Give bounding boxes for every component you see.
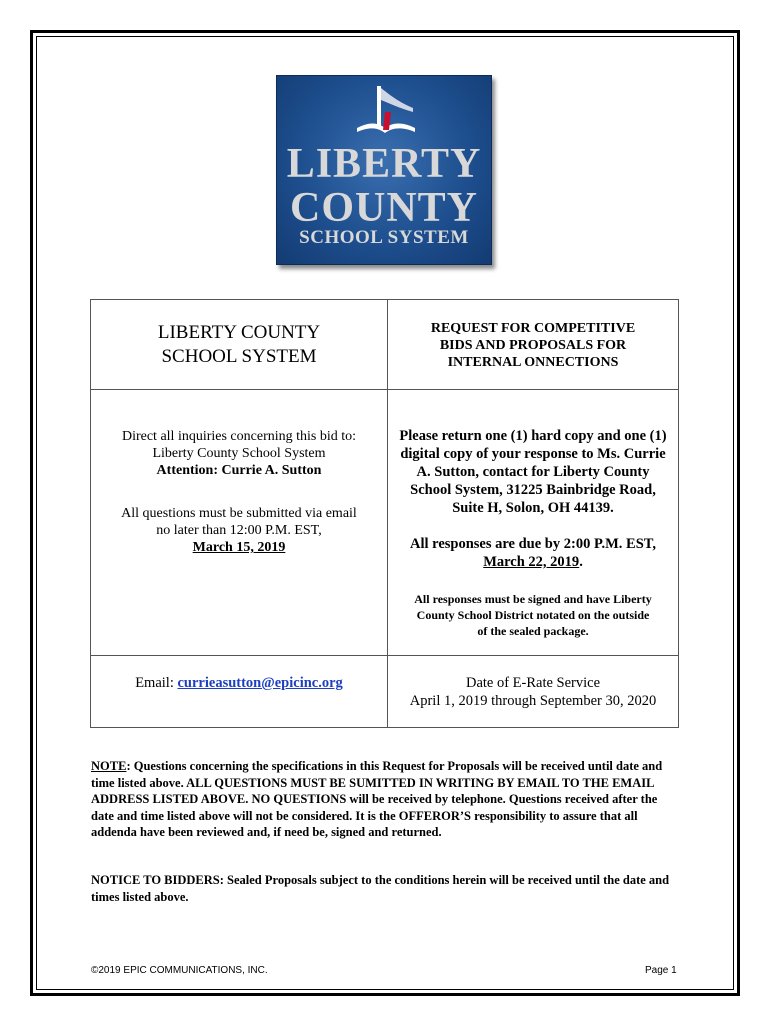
note-text: : Questions concerning the specifications in this Request for Proposals will be received until date and time listed above. ALL QUESTIONS MUST BE SUMITTED IN WRITING BY EMAIL TO THE EMAIL ADDRESS LISTED ABOVE. NO QUESTIONS will be received by telephone. Questions received after the date and time listed above will not be considered. It is the OFFEROR’S responsibility to assure that all addenda have been reviewed and, if need be, signed and returned. [91, 759, 663, 839]
footer-copyright: ©2019 EPIC COMMUNICATIONS, INC. [91, 965, 268, 976]
logo-line-liberty: LIBERTY [286, 141, 482, 187]
return-line5: Suite H, Solon, OH 44139. [452, 500, 614, 516]
return-line2: digital copy of your response to Ms. Currie [400, 446, 666, 462]
header-left-cell [91, 300, 388, 390]
footer-page-number: Page 1 [645, 965, 677, 976]
inquiries-line1: Direct all inquiries concerning this bid to: [121, 429, 357, 444]
signed-line3: of the sealed package. [477, 624, 589, 638]
rfp-title-line2: BIDS AND PROPOSALS FOR [439, 338, 627, 353]
rfp-title-line3: INTERNAL ONNECTIONS [447, 355, 619, 370]
liberty-county-logo [276, 75, 492, 265]
signed-line2: County School District notated on the outside [416, 608, 650, 622]
note-label: NOTE [91, 759, 127, 773]
header-right-cell [388, 300, 679, 390]
attention-line: Attention: Currie A. Sutton [156, 463, 322, 478]
org-name-line2: SCHOOL SYSTEM [161, 346, 317, 367]
inquiries-line2: Liberty County School System [152, 446, 326, 461]
service-cell [388, 656, 679, 728]
logo-line-school-system: SCHOOL SYSTEM [299, 227, 469, 248]
rfp-title-line1: REQUEST FOR COMPETITIVE [430, 321, 636, 336]
due-line: All responses are due by 2:00 P.M. EST, [410, 536, 656, 552]
logo-line-county: COUNTY [289, 185, 478, 231]
questions-deadline: March 15, 2019 [192, 540, 286, 555]
email-label: Email: [135, 675, 178, 691]
org-name-line1: LIBERTY COUNTY [157, 322, 321, 343]
service-range: April 1, 2019 through September 30, 2020 [409, 693, 657, 709]
inquiries-cell [91, 390, 388, 656]
notice-paragraph: NOTICE TO BIDDERS: Sealed Proposals subject to the conditions herein will be received until the date and times listed above. [91, 873, 670, 904]
signed-line1: All responses must be signed and have Liberty [414, 592, 652, 606]
questions-line2: no later than 12:00 P.M. EST, [156, 523, 322, 538]
email-cell [91, 656, 388, 728]
return-line4: School System, 31225 Bainbridge Road, [410, 482, 656, 498]
bid-info-table [90, 299, 679, 728]
open-book-icon [347, 82, 423, 142]
note-paragraph [91, 758, 681, 841]
due-period: . [579, 554, 583, 570]
return-cell [388, 390, 679, 656]
return-line1: Please return one (1) hard copy and one (1) [399, 428, 667, 444]
service-title: Date of E-Rate Service [465, 675, 601, 691]
due-date: March 22, 2019 [483, 554, 580, 570]
return-line3: A. Sutton, contact for Liberty County [416, 464, 650, 480]
questions-line1: All questions must be submitted via email [121, 506, 357, 521]
email-link[interactable]: currieasutton@epicinc.org [177, 675, 343, 691]
